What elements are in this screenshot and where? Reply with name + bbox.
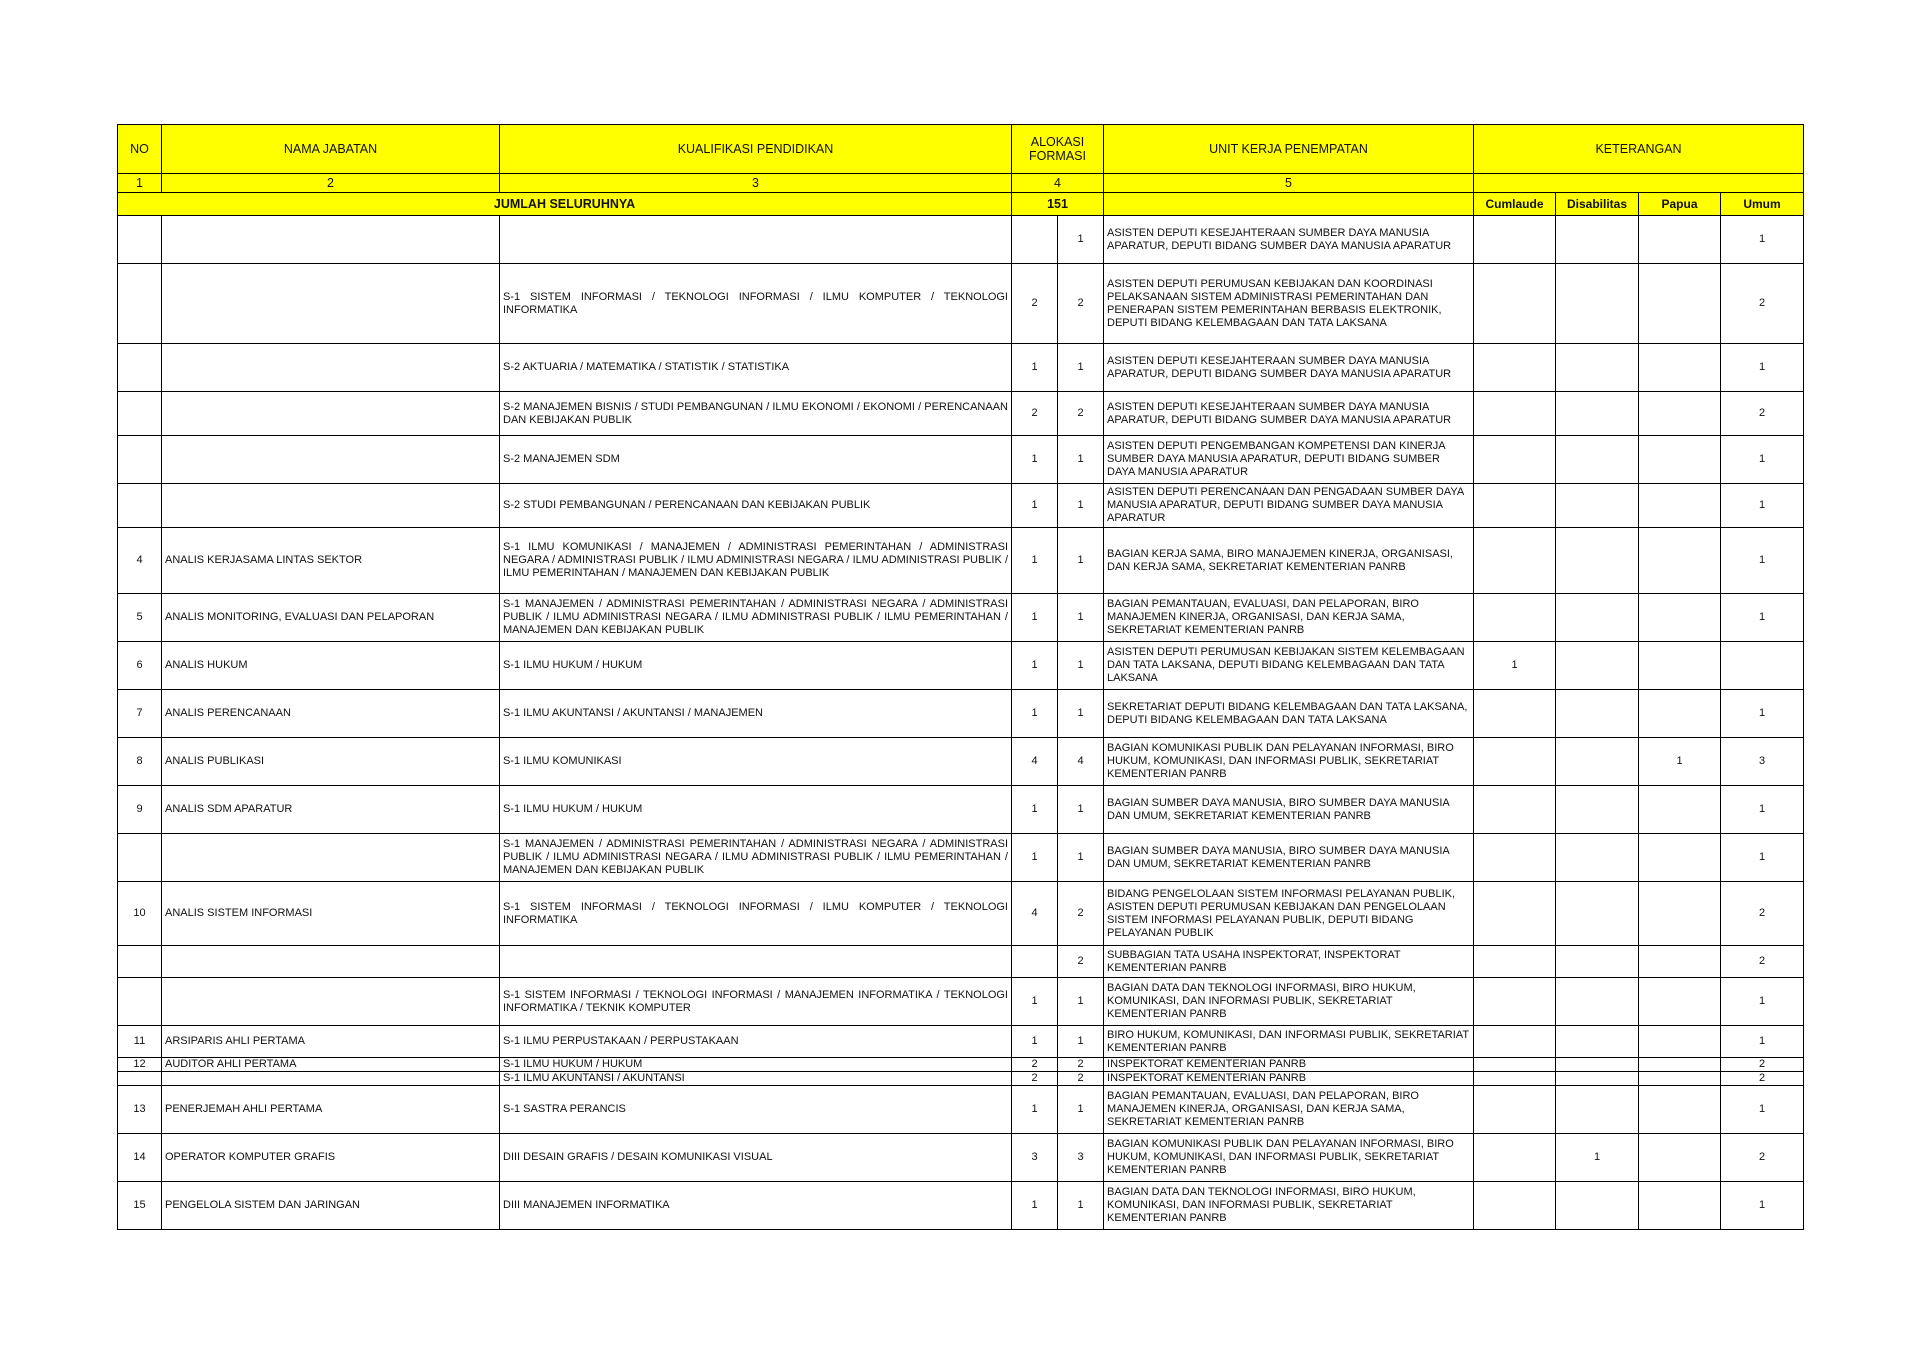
col-number: 4 xyxy=(1012,174,1104,193)
unit-kerja: BAGIAN PEMANTAUAN, EVALUASI, DAN PELAPORAN, BIRO MANAJEMEN KINERJA, ORGANISASI, DAN KERJA SAMA, SEKRETARIAT KEMENTERIAN PANRB xyxy=(1104,1086,1474,1134)
disabilitas-count xyxy=(1556,642,1639,690)
unit-kerja: INSPEKTORAT KEMENTERIAN PANRB xyxy=(1104,1072,1474,1086)
cumlaude-count xyxy=(1474,1058,1556,1072)
papua-count xyxy=(1639,834,1721,882)
alokasi-2: 3 xyxy=(1058,1134,1104,1182)
umum-count: 2 xyxy=(1721,1134,1804,1182)
cumlaude-count xyxy=(1474,834,1556,882)
kualifikasi: S-2 MANAJEMEN BISNIS / STUDI PEMBANGUNAN / ILMU EKONOMI / EKONOMI / PERENCANAAN DAN KEBIJAKAN PUBLIK xyxy=(500,392,1012,436)
unit-kerja: BAGIAN KOMUNIKASI PUBLIK DAN PELAYANAN INFORMASI, BIRO HUKUM, KOMUNIKASI, DAN INFORMASI PUBLIK, SEKRETARIAT KEMENTERIAN PANRB xyxy=(1104,1134,1474,1182)
alokasi-1: 1 xyxy=(1012,1026,1058,1058)
disabilitas-count xyxy=(1556,738,1639,786)
row-number: 6 xyxy=(118,642,162,690)
jabatan-name xyxy=(162,484,500,528)
alokasi-2: 1 xyxy=(1058,1026,1104,1058)
cumlaude-count xyxy=(1474,484,1556,528)
row-number xyxy=(118,946,162,978)
alokasi-2: 2 xyxy=(1058,882,1104,946)
alokasi-1 xyxy=(1012,216,1058,264)
disabilitas-count xyxy=(1556,882,1639,946)
papua-count xyxy=(1639,344,1721,392)
umum-count: 2 xyxy=(1721,882,1804,946)
row-number: 10 xyxy=(118,882,162,946)
disabilitas-count xyxy=(1556,484,1639,528)
kualifikasi: S-1 MANAJEMEN / ADMINISTRASI PEMERINTAHAN / ADMINISTRASI NEGARA / ADMINISTRASI PUBLIK / ILMU ADMINISTRASI NEGARA / ILMU ADMINISTRASI PUBLIK / ILMU PEMERINTAHAN / MANAJEMEN DAN KEBIJAKAN PUBLIK xyxy=(500,834,1012,882)
unit-kerja: ASISTEN DEPUTI PERUMUSAN KEBIJAKAN DAN KOORDINASI PELAKSANAAN SISTEM ADMINISTRASI PEMERINTAHAN DAN PENERAPAN SISTEM PEMERINTAHAN BERBASIS ELEKTRONIK, DEPUTI BIDANG KELEMBAGAAN DAN TATA LAKSANA xyxy=(1104,264,1474,344)
cumlaude-count xyxy=(1474,436,1556,484)
table-row xyxy=(118,436,1804,484)
header-row xyxy=(118,125,1804,174)
alokasi-1: 3 xyxy=(1012,1134,1058,1182)
papua-count xyxy=(1639,1182,1721,1230)
papua-count xyxy=(1639,264,1721,344)
subheader-papua: Papua xyxy=(1639,193,1721,216)
cumlaude-count xyxy=(1474,690,1556,738)
papua-count xyxy=(1639,786,1721,834)
papua-count xyxy=(1639,1086,1721,1134)
row-number: 15 xyxy=(118,1182,162,1230)
header-unit-kerja: UNIT KERJA PENEMPATAN xyxy=(1104,125,1474,174)
umum-count: 1 xyxy=(1721,1026,1804,1058)
alokasi-1: 1 xyxy=(1012,484,1058,528)
alokasi-2: 1 xyxy=(1058,594,1104,642)
kualifikasi: S-1 SASTRA PERANCIS xyxy=(500,1086,1012,1134)
umum-count: 1 xyxy=(1721,484,1804,528)
papua-count xyxy=(1639,216,1721,264)
summary-label: JUMLAH SELURUHNYA xyxy=(118,193,1012,216)
row-number xyxy=(118,484,162,528)
umum-count: 1 xyxy=(1721,436,1804,484)
unit-kerja: INSPEKTORAT KEMENTERIAN PANRB xyxy=(1104,1058,1474,1072)
table-row xyxy=(118,1182,1804,1230)
alokasi-2: 1 xyxy=(1058,978,1104,1026)
alokasi-2: 1 xyxy=(1058,1182,1104,1230)
kualifikasi: S-1 ILMU HUKUM / HUKUM xyxy=(500,1058,1012,1072)
kualifikasi: DIII MANAJEMEN INFORMATIKA xyxy=(500,1182,1012,1230)
table-row xyxy=(118,690,1804,738)
row-number xyxy=(118,264,162,344)
disabilitas-count xyxy=(1556,264,1639,344)
summary-row xyxy=(118,193,1804,216)
umum-count xyxy=(1721,642,1804,690)
alokasi-2: 1 xyxy=(1058,834,1104,882)
disabilitas-count: 1 xyxy=(1556,1134,1639,1182)
alokasi-2: 2 xyxy=(1058,1058,1104,1072)
unit-kerja: BAGIAN SUMBER DAYA MANUSIA, BIRO SUMBER DAYA MANUSIA DAN UMUM, SEKRETARIAT KEMENTERIAN PANRB xyxy=(1104,786,1474,834)
alokasi-1: 1 xyxy=(1012,834,1058,882)
row-number xyxy=(118,392,162,436)
table-row xyxy=(118,786,1804,834)
kualifikasi xyxy=(500,216,1012,264)
header-keterangan: KETERANGAN xyxy=(1474,125,1804,174)
cumlaude-count xyxy=(1474,738,1556,786)
disabilitas-count xyxy=(1556,344,1639,392)
jabatan-name: PENGELOLA SISTEM DAN JARINGAN xyxy=(162,1182,500,1230)
header-nama-jabatan: NAMA JABATAN xyxy=(162,125,500,174)
alokasi-1: 1 xyxy=(1012,978,1058,1026)
umum-count: 1 xyxy=(1721,1182,1804,1230)
papua-count xyxy=(1639,484,1721,528)
umum-count: 1 xyxy=(1721,978,1804,1026)
jabatan-name xyxy=(162,216,500,264)
row-number: 9 xyxy=(118,786,162,834)
cumlaude-count xyxy=(1474,946,1556,978)
unit-kerja: BAGIAN KOMUNIKASI PUBLIK DAN PELAYANAN INFORMASI, BIRO HUKUM, KOMUNIKASI, DAN INFORMASI PUBLIK, SEKRETARIAT KEMENTERIAN PANRB xyxy=(1104,738,1474,786)
subheader-umum: Umum xyxy=(1721,193,1804,216)
disabilitas-count xyxy=(1556,1026,1639,1058)
formasi-table xyxy=(117,124,1804,1230)
cumlaude-count xyxy=(1474,1182,1556,1230)
alokasi-1: 1 xyxy=(1012,528,1058,594)
alokasi-2: 1 xyxy=(1058,436,1104,484)
table-row xyxy=(118,978,1804,1026)
disabilitas-count xyxy=(1556,1072,1639,1086)
umum-count: 1 xyxy=(1721,786,1804,834)
unit-kerja: BAGIAN PEMANTAUAN, EVALUASI, DAN PELAPORAN, BIRO MANAJEMEN KINERJA, ORGANISASI, DAN KERJA SAMA, SEKRETARIAT KEMENTERIAN PANRB xyxy=(1104,594,1474,642)
papua-count xyxy=(1639,1026,1721,1058)
row-number xyxy=(118,344,162,392)
table-row xyxy=(118,344,1804,392)
jabatan-name: ANALIS SISTEM INFORMASI xyxy=(162,882,500,946)
unit-kerja: BAGIAN DATA DAN TEKNOLOGI INFORMASI, BIRO HUKUM, KOMUNIKASI, DAN INFORMASI PUBLIK, SEKRETARIAT KEMENTERIAN PANRB xyxy=(1104,978,1474,1026)
row-number: 14 xyxy=(118,1134,162,1182)
papua-count: 1 xyxy=(1639,738,1721,786)
disabilitas-count xyxy=(1556,834,1639,882)
unit-kerja: ASISTEN DEPUTI PENGEMBANGAN KOMPETENSI DAN KINERJA SUMBER DAYA MANUSIA APARATUR, DEPUTI BIDANG SUMBER DAYA MANUSIA APARATUR xyxy=(1104,436,1474,484)
alokasi-1: 4 xyxy=(1012,738,1058,786)
unit-kerja: ASISTEN DEPUTI KESEJAHTERAAN SUMBER DAYA MANUSIA APARATUR, DEPUTI BIDANG SUMBER DAYA MANUSIA APARATUR xyxy=(1104,344,1474,392)
kualifikasi: S-1 ILMU KOMUNIKASI xyxy=(500,738,1012,786)
kualifikasi: S-2 MANAJEMEN SDM xyxy=(500,436,1012,484)
kualifikasi: S-1 ILMU KOMUNIKASI / MANAJEMEN / ADMINISTRASI PEMERINTAHAN / ADMINISTRASI NEGARA / ADMINISTRASI PUBLIK / ILMU ADMINISTRASI NEGARA / ILMU ADMINISTRASI PUBLIK / ILMU PEMERINTAHAN / MANAJEMEN DAN KEBIJAKAN PUBLIK xyxy=(500,528,1012,594)
kualifikasi: DIII DESAIN GRAFIS / DESAIN KOMUNIKASI VISUAL xyxy=(500,1134,1012,1182)
alokasi-1: 1 xyxy=(1012,642,1058,690)
table-row xyxy=(118,946,1804,978)
umum-count: 2 xyxy=(1721,392,1804,436)
jabatan-name xyxy=(162,834,500,882)
alokasi-2: 1 xyxy=(1058,786,1104,834)
papua-count xyxy=(1639,528,1721,594)
umum-count: 2 xyxy=(1721,264,1804,344)
alokasi-1: 1 xyxy=(1012,786,1058,834)
jabatan-name xyxy=(162,436,500,484)
cumlaude-count xyxy=(1474,1026,1556,1058)
umum-count: 2 xyxy=(1721,946,1804,978)
unit-kerja: BAGIAN KERJA SAMA, BIRO MANAJEMEN KINERJA, ORGANISASI, DAN KERJA SAMA, SEKRETARIAT KEMENTERIAN PANRB xyxy=(1104,528,1474,594)
disabilitas-count xyxy=(1556,690,1639,738)
cumlaude-count xyxy=(1474,978,1556,1026)
jabatan-name xyxy=(162,946,500,978)
kualifikasi: S-1 SISTEM INFORMASI / TEKNOLOGI INFORMASI / MANAJEMEN INFORMATIKA / TEKNOLOGI INFORMATIKA / TEKNIK KOMPUTER xyxy=(500,978,1012,1026)
subheader-cumlaude: Cumlaude xyxy=(1474,193,1556,216)
disabilitas-count xyxy=(1556,1058,1639,1072)
papua-count xyxy=(1639,946,1721,978)
row-number: 5 xyxy=(118,594,162,642)
jabatan-name xyxy=(162,1072,500,1086)
header-no: NO xyxy=(118,125,162,174)
disabilitas-count xyxy=(1556,528,1639,594)
papua-count xyxy=(1639,436,1721,484)
table-row xyxy=(118,738,1804,786)
row-number: 12 xyxy=(118,1058,162,1072)
papua-count xyxy=(1639,594,1721,642)
table-row xyxy=(118,1026,1804,1058)
disabilitas-count xyxy=(1556,1086,1639,1134)
row-number: 8 xyxy=(118,738,162,786)
alokasi-2: 2 xyxy=(1058,392,1104,436)
column-number-row xyxy=(118,174,1804,193)
cumlaude-count xyxy=(1474,1134,1556,1182)
kualifikasi: S-2 AKTUARIA / MATEMATIKA / STATISTIK / STATISTIKA xyxy=(500,344,1012,392)
disabilitas-count xyxy=(1556,594,1639,642)
umum-count: 3 xyxy=(1721,738,1804,786)
jabatan-name: ANALIS KERJASAMA LINTAS SEKTOR xyxy=(162,528,500,594)
row-number xyxy=(118,834,162,882)
alokasi-1: 2 xyxy=(1012,392,1058,436)
jabatan-name: ARSIPARIS AHLI PERTAMA xyxy=(162,1026,500,1058)
kualifikasi: S-1 SISTEM INFORMASI / TEKNOLOGI INFORMASI / ILMU KOMPUTER / TEKNOLOGI INFORMATIKA xyxy=(500,264,1012,344)
cumlaude-count xyxy=(1474,264,1556,344)
alokasi-1: 1 xyxy=(1012,1086,1058,1134)
umum-count: 1 xyxy=(1721,216,1804,264)
jabatan-name: ANALIS PUBLIKASI xyxy=(162,738,500,786)
umum-count: 1 xyxy=(1721,528,1804,594)
col-number: 2 xyxy=(162,174,500,193)
papua-count xyxy=(1639,1072,1721,1086)
alokasi-2: 1 xyxy=(1058,484,1104,528)
cumlaude-count xyxy=(1474,392,1556,436)
col-number: 3 xyxy=(500,174,1012,193)
kualifikasi: S-1 ILMU HUKUM / HUKUM xyxy=(500,786,1012,834)
unit-kerja: ASISTEN DEPUTI KESEJAHTERAAN SUMBER DAYA MANUSIA APARATUR, DEPUTI BIDANG SUMBER DAYA MANUSIA APARATUR xyxy=(1104,392,1474,436)
papua-count xyxy=(1639,882,1721,946)
disabilitas-count xyxy=(1556,946,1639,978)
unit-kerja: BIDANG PENGELOLAAN SISTEM INFORMASI PELAYANAN PUBLIK, ASISTEN DEPUTI PERUMUSAN KEBIJAKAN DAN PENGELOLAAN SISTEM INFORMASI PELAYANAN PUBLIK, DEPUTI BIDANG PELAYANAN PUBLIK xyxy=(1104,882,1474,946)
kualifikasi xyxy=(500,946,1012,978)
unit-kerja: BAGIAN SUMBER DAYA MANUSIA, BIRO SUMBER DAYA MANUSIA DAN UMUM, SEKRETARIAT KEMENTERIAN PANRB xyxy=(1104,834,1474,882)
alokasi-2: 1 xyxy=(1058,1086,1104,1134)
disabilitas-count xyxy=(1556,392,1639,436)
row-number xyxy=(118,436,162,484)
alokasi-2: 1 xyxy=(1058,642,1104,690)
kualifikasi: S-1 ILMU AKUNTANSI / AKUNTANSI / MANAJEMEN xyxy=(500,690,1012,738)
alokasi-1: 1 xyxy=(1012,594,1058,642)
row-number xyxy=(118,1072,162,1086)
disabilitas-count xyxy=(1556,978,1639,1026)
disabilitas-count xyxy=(1556,436,1639,484)
alokasi-1: 1 xyxy=(1012,1182,1058,1230)
alokasi-1: 2 xyxy=(1012,1072,1058,1086)
col-number: 5 xyxy=(1104,174,1474,193)
papua-count xyxy=(1639,392,1721,436)
alokasi-1: 1 xyxy=(1012,690,1058,738)
table-row xyxy=(118,1086,1804,1134)
umum-count: 1 xyxy=(1721,834,1804,882)
papua-count xyxy=(1639,642,1721,690)
alokasi-2: 4 xyxy=(1058,738,1104,786)
jabatan-name xyxy=(162,344,500,392)
cumlaude-count xyxy=(1474,594,1556,642)
alokasi-2: 1 xyxy=(1058,690,1104,738)
alokasi-2: 1 xyxy=(1058,528,1104,594)
papua-count xyxy=(1639,1058,1721,1072)
kualifikasi: S-1 SISTEM INFORMASI / TEKNOLOGI INFORMASI / ILMU KOMPUTER / TEKNOLOGI INFORMATIKA xyxy=(500,882,1012,946)
table-row xyxy=(118,1072,1804,1086)
kualifikasi: S-1 MANAJEMEN / ADMINISTRASI PEMERINTAHAN / ADMINISTRASI NEGARA / ADMINISTRASI PUBLIK / ILMU ADMINISTRASI NEGARA / ILMU ADMINISTRASI PUBLIK / ILMU PEMERINTAHAN / MANAJEMEN DAN KEBIJAKAN PUBLIK xyxy=(500,594,1012,642)
umum-count: 1 xyxy=(1721,344,1804,392)
papua-count xyxy=(1639,1134,1721,1182)
row-number: 13 xyxy=(118,1086,162,1134)
umum-count: 1 xyxy=(1721,594,1804,642)
kualifikasi: S-1 ILMU HUKUM / HUKUM xyxy=(500,642,1012,690)
alokasi-1 xyxy=(1012,946,1058,978)
cumlaude-count xyxy=(1474,528,1556,594)
disabilitas-count xyxy=(1556,216,1639,264)
papua-count xyxy=(1639,690,1721,738)
table-row xyxy=(118,594,1804,642)
jabatan-name: ANALIS HUKUM xyxy=(162,642,500,690)
cumlaude-count xyxy=(1474,216,1556,264)
table-row xyxy=(118,1058,1804,1072)
table-row xyxy=(118,1134,1804,1182)
table-row xyxy=(118,264,1804,344)
unit-kerja: SUBBAGIAN TATA USAHA INSPEKTORAT, INSPEKTORAT KEMENTERIAN PANRB xyxy=(1104,946,1474,978)
col-number: 1 xyxy=(118,174,162,193)
jabatan-name xyxy=(162,392,500,436)
row-number: 7 xyxy=(118,690,162,738)
table-row xyxy=(118,834,1804,882)
table-row xyxy=(118,216,1804,264)
jabatan-name: AUDITOR AHLI PERTAMA xyxy=(162,1058,500,1072)
alokasi-2: 1 xyxy=(1058,216,1104,264)
row-number xyxy=(118,978,162,1026)
unit-kerja: BIRO HUKUM, KOMUNIKASI, DAN INFORMASI PUBLIK, SEKRETARIAT KEMENTERIAN PANRB xyxy=(1104,1026,1474,1058)
table-body xyxy=(118,216,1804,1230)
subheader-disabilitas: Disabilitas xyxy=(1556,193,1639,216)
alokasi-1: 1 xyxy=(1012,344,1058,392)
jabatan-name: ANALIS MONITORING, EVALUASI DAN PELAPORAN xyxy=(162,594,500,642)
alokasi-1: 2 xyxy=(1012,1058,1058,1072)
table-row xyxy=(118,392,1804,436)
col-number-blank xyxy=(1474,174,1804,193)
jabatan-name: OPERATOR KOMPUTER GRAFIS xyxy=(162,1134,500,1182)
table-row xyxy=(118,882,1804,946)
unit-kerja: ASISTEN DEPUTI PERUMUSAN KEBIJAKAN SISTEM KELEMBAGAAN DAN TATA LAKSANA, DEPUTI BIDANG KELEMBAGAAN DAN TATA LAKSANA xyxy=(1104,642,1474,690)
header-kualifikasi: KUALIFIKASI PENDIDIKAN xyxy=(500,125,1012,174)
summary-total: 151 xyxy=(1012,193,1104,216)
summary-blank xyxy=(1104,193,1474,216)
disabilitas-count xyxy=(1556,786,1639,834)
table-row xyxy=(118,528,1804,594)
jabatan-name: ANALIS PERENCANAAN xyxy=(162,690,500,738)
unit-kerja: SEKRETARIAT DEPUTI BIDANG KELEMBAGAAN DAN TATA LAKSANA, DEPUTI BIDANG KELEMBAGAAN DAN TATA LAKSANA xyxy=(1104,690,1474,738)
unit-kerja: BAGIAN DATA DAN TEKNOLOGI INFORMASI, BIRO HUKUM, KOMUNIKASI, DAN INFORMASI PUBLIK, SEKRETARIAT KEMENTERIAN PANRB xyxy=(1104,1182,1474,1230)
papua-count xyxy=(1639,978,1721,1026)
cumlaude-count xyxy=(1474,1072,1556,1086)
alokasi-2: 2 xyxy=(1058,1072,1104,1086)
row-number: 4 xyxy=(118,528,162,594)
umum-count: 1 xyxy=(1721,690,1804,738)
alokasi-1: 1 xyxy=(1012,436,1058,484)
alokasi-2: 1 xyxy=(1058,344,1104,392)
umum-count: 1 xyxy=(1721,1086,1804,1134)
cumlaude-count xyxy=(1474,882,1556,946)
cumlaude-count xyxy=(1474,786,1556,834)
cumlaude-count: 1 xyxy=(1474,642,1556,690)
row-number: 11 xyxy=(118,1026,162,1058)
kualifikasi: S-1 ILMU PERPUSTAKAAN / PERPUSTAKAAN xyxy=(500,1026,1012,1058)
cumlaude-count xyxy=(1474,1086,1556,1134)
kualifikasi: S-2 STUDI PEMBANGUNAN / PERENCANAAN DAN KEBIJAKAN PUBLIK xyxy=(500,484,1012,528)
umum-count: 2 xyxy=(1721,1072,1804,1086)
kualifikasi: S-1 ILMU AKUNTANSI / AKUNTANSI xyxy=(500,1072,1012,1086)
unit-kerja: ASISTEN DEPUTI KESEJAHTERAAN SUMBER DAYA MANUSIA APARATUR, DEPUTI BIDANG SUMBER DAYA MANUSIA APARATUR xyxy=(1104,216,1474,264)
table-row xyxy=(118,484,1804,528)
jabatan-name xyxy=(162,978,500,1026)
umum-count: 2 xyxy=(1721,1058,1804,1072)
alokasi-2: 2 xyxy=(1058,264,1104,344)
jabatan-name: ANALIS SDM APARATUR xyxy=(162,786,500,834)
table-row xyxy=(118,642,1804,690)
disabilitas-count xyxy=(1556,1182,1639,1230)
cumlaude-count xyxy=(1474,344,1556,392)
header-alokasi: ALOKASI FORMASI xyxy=(1012,125,1104,174)
alokasi-1: 4 xyxy=(1012,882,1058,946)
alokasi-1: 2 xyxy=(1012,264,1058,344)
alokasi-2: 2 xyxy=(1058,946,1104,978)
jabatan-name: PENERJEMAH AHLI PERTAMA xyxy=(162,1086,500,1134)
unit-kerja: ASISTEN DEPUTI PERENCANAAN DAN PENGADAAN SUMBER DAYA MANUSIA APARATUR, DEPUTI BIDANG SUMBER DAYA MANUSIA APARATUR xyxy=(1104,484,1474,528)
row-number xyxy=(118,216,162,264)
jabatan-name xyxy=(162,264,500,344)
